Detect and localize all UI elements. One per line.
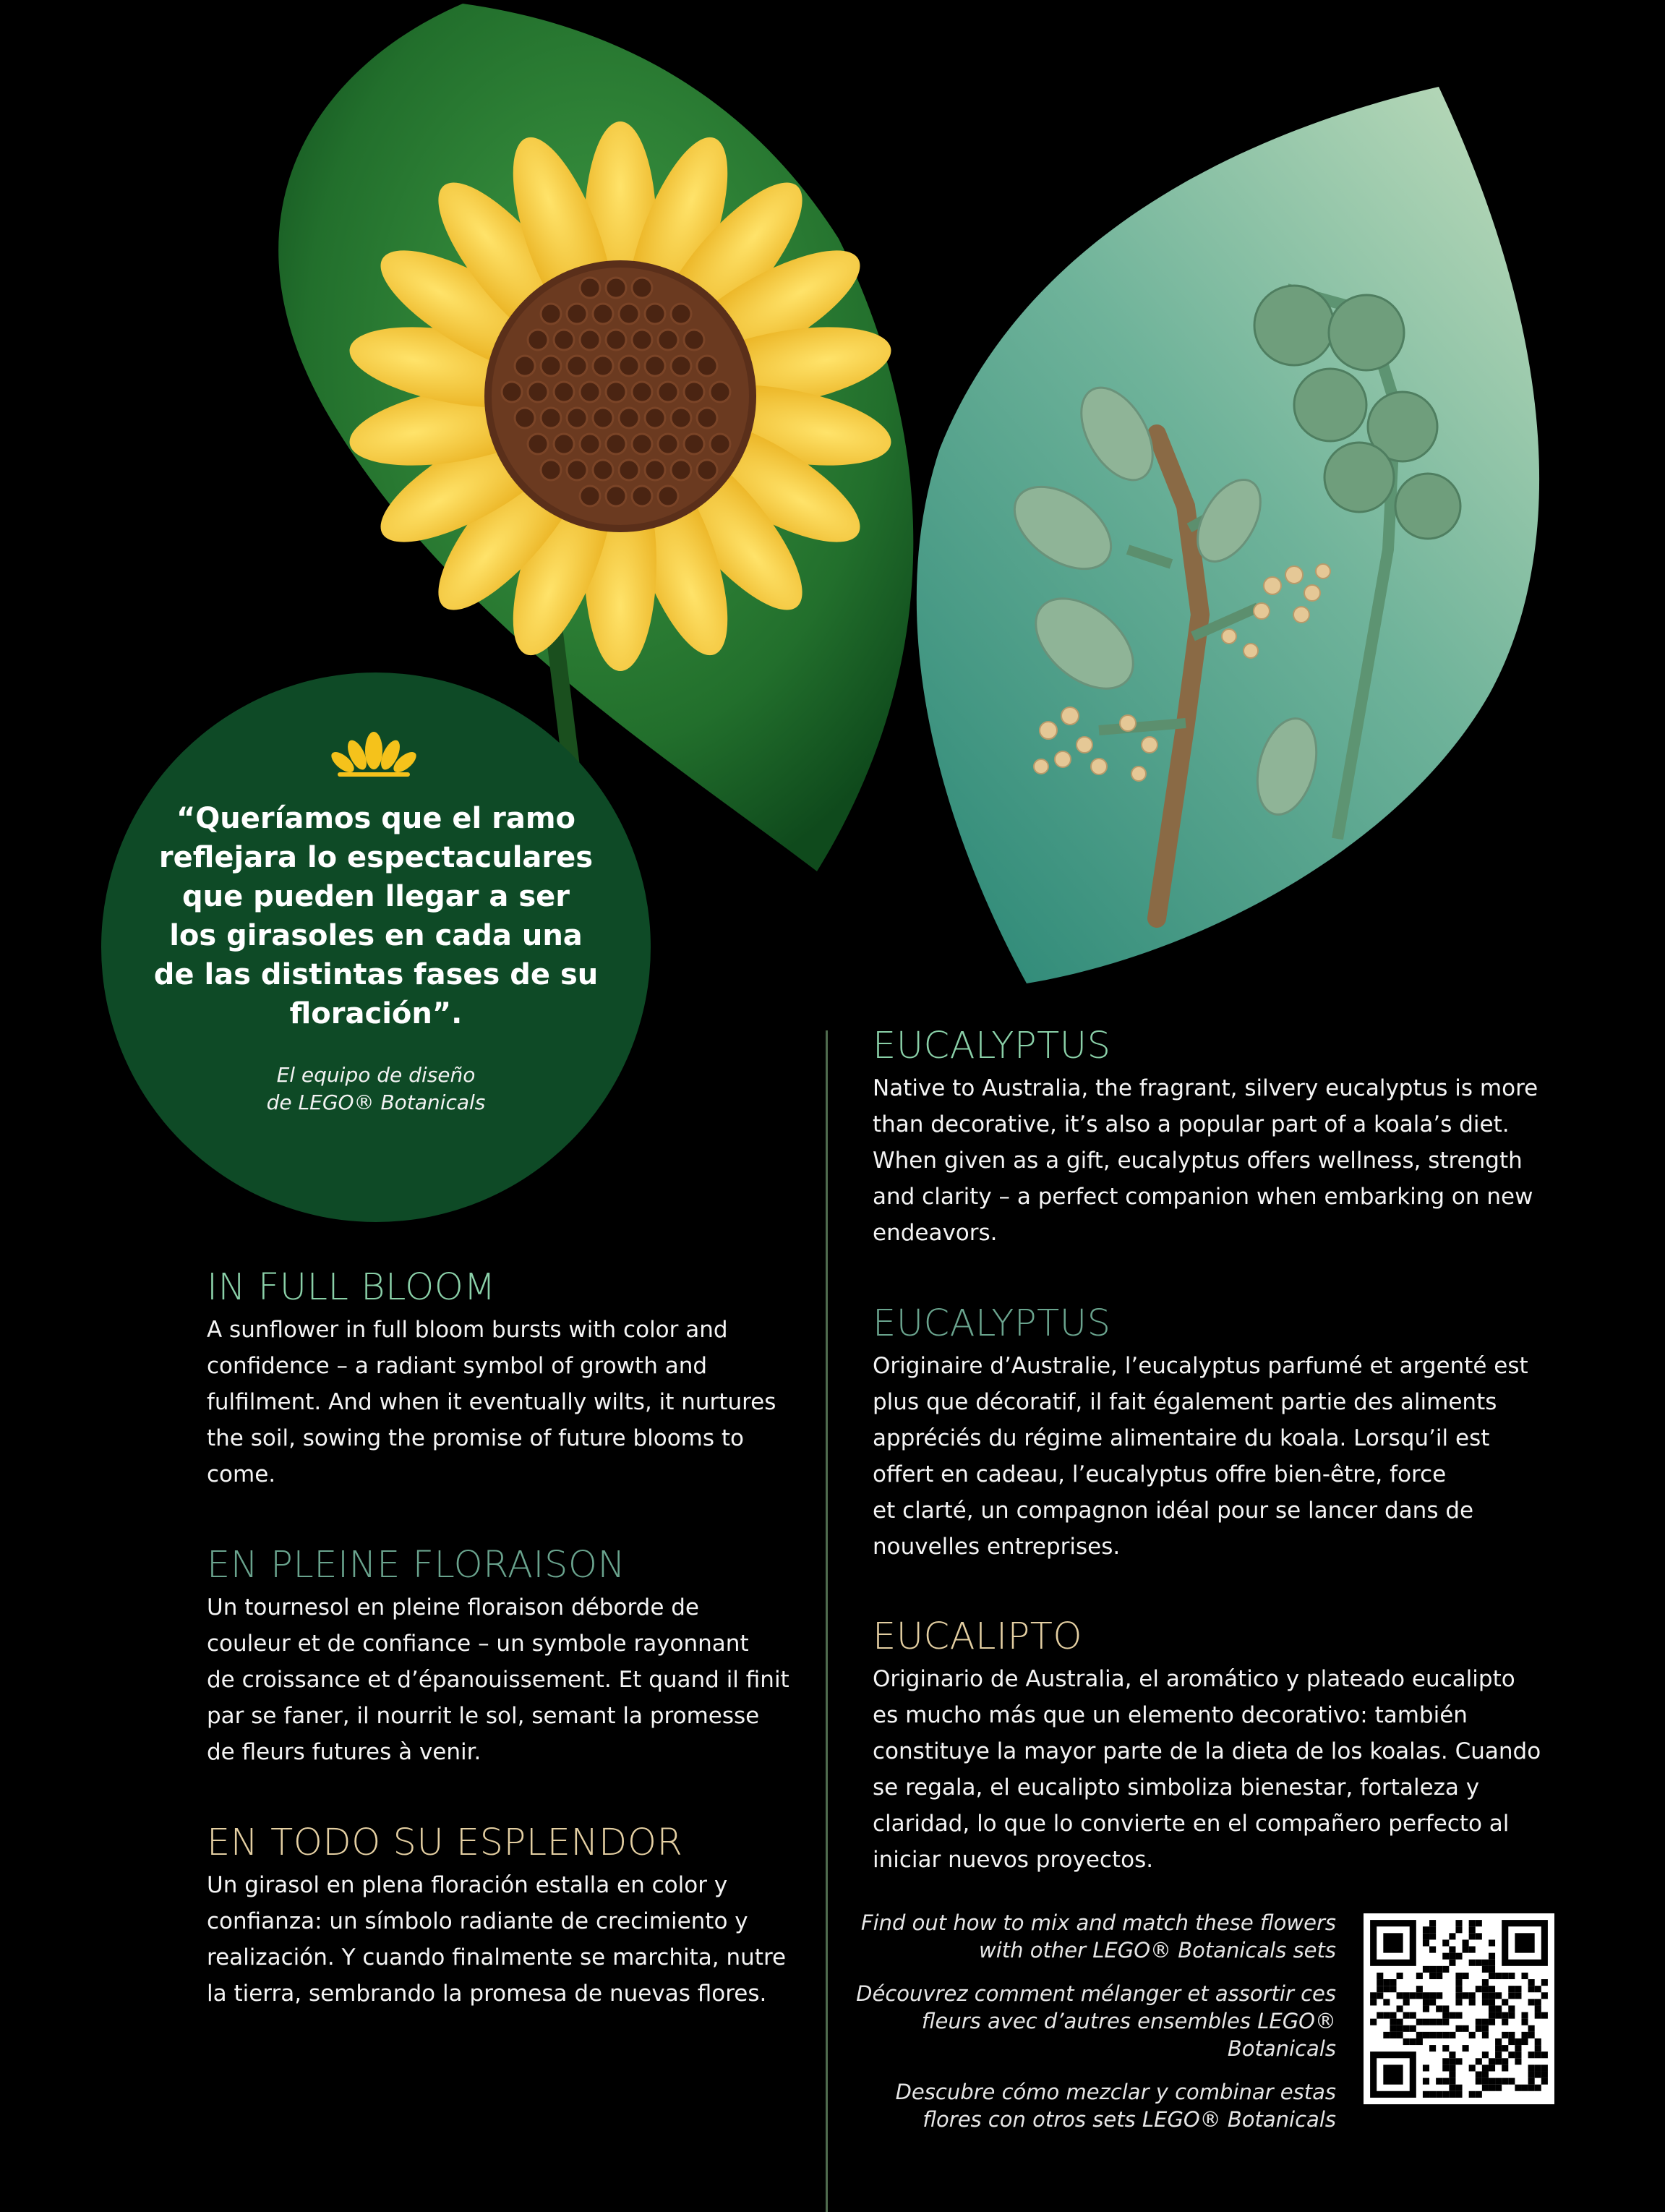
attribution-line: El equipo de diseño <box>276 1063 476 1087</box>
section-body <box>207 1589 807 1770</box>
body-line: When given as a gift, eucalyptus offers wellness, strength <box>873 1148 1523 1174</box>
body-line: nouvelles entreprises. <box>873 1534 1121 1560</box>
body-line: la tierra, sembrando la promesa de nuevas flores. <box>207 1981 767 2007</box>
quote-line: floración”. <box>289 997 463 1030</box>
qr-note-fr <box>810 1980 1336 2062</box>
body-line: the soil, sowing the promise of future blooms to <box>207 1425 745 1451</box>
qr-code-icon[interactable] <box>1364 1913 1554 2104</box>
quote-attribution <box>188 1062 564 1116</box>
body-line: couleur et de confiance – un symbole rayonnant <box>207 1631 749 1657</box>
body-line: par se faner, il nourrit le sol, semant la promesse <box>207 1703 760 1729</box>
body-line: et clarté, un compagnon idéal pour se lancer dans de <box>873 1498 1474 1524</box>
qr-note-en <box>810 1909 1336 1964</box>
quote-line: los girasoles en cada una <box>169 919 583 952</box>
note-line: flores con otros sets LEGO® Botanicals <box>923 2107 1336 2132</box>
quote-line: de las distintas fases de su <box>153 958 599 991</box>
body-line: de fleurs futures à venir. <box>207 1739 481 1765</box>
body-line: claridad, lo que lo convierte en el compañero perfecto al <box>873 1811 1510 1837</box>
section-title: EN PLEINE FLORAISON <box>207 1544 626 1587</box>
section-eucalipto-es <box>873 1615 1653 1878</box>
section-body <box>207 1867 807 2012</box>
body-line: realización. Y cuando finalmente se marchita, nutre <box>207 1944 787 1970</box>
section-eucalyptus-fr <box>873 1302 1653 1565</box>
body-line: than decorative, it’s also a popular part of a koala’s diet. <box>873 1111 1510 1137</box>
attribution-line: de LEGO® Botanicals <box>266 1090 486 1114</box>
body-line: iniciar nuevos proyectos. <box>873 1847 1154 1873</box>
note-line: with other LEGO® Botanicals sets <box>979 1938 1336 1963</box>
body-line: confianza: un símbolo radiante de crecimiento y <box>207 1908 748 1934</box>
quote-text <box>145 799 607 1033</box>
section-title: EUCALYPTUS <box>873 1025 1111 1067</box>
body-line: endeavors. <box>873 1220 998 1246</box>
quote-line: que pueden llegar a ser <box>182 880 570 913</box>
body-line: se regala, el eucalipto simboliza bienestar, fortaleza y <box>873 1775 1480 1801</box>
body-line: Un girasol en plena floración estalla en color y <box>207 1872 728 1898</box>
body-line: Native to Australia, the fragrant, silvery eucalyptus is more <box>873 1075 1538 1101</box>
body-line: and clarity – a perfect companion when embarking on new <box>873 1184 1533 1210</box>
body-line: come. <box>207 1461 276 1487</box>
quote-line: reflejara lo espectaculares <box>158 841 594 874</box>
note-line: fleurs avec d’autres ensembles LEGO® Botanicals <box>921 2009 1336 2061</box>
body-line: fulfilment. And when it eventually wilts, it nurtures <box>207 1389 776 1415</box>
body-line: constituye la mayor parte de la dieta de los koalas. Cuando <box>873 1738 1541 1764</box>
section-title: EUCALYPTUS <box>873 1302 1111 1345</box>
body-line: de croissance et d’épanouissement. Et quand il finit <box>207 1667 789 1693</box>
section-title: EUCALIPTO <box>873 1615 1083 1658</box>
body-line: Originario de Australia, el aromático y plateado eucalipto <box>873 1666 1515 1692</box>
section-en-pleine-floraison <box>207 1543 807 1770</box>
body-line: Originaire d’Australie, l’eucalyptus parfumé et argenté est <box>873 1353 1528 1379</box>
qr-notes <box>810 1909 1336 2149</box>
body-line: A sunflower in full bloom bursts with color and <box>207 1317 728 1343</box>
section-title: IN FULL BLOOM <box>207 1266 496 1309</box>
quote-line: “Queríamos que el ramo <box>176 802 576 835</box>
note-line: Find out how to mix and match these flowers <box>860 1910 1336 1935</box>
section-in-full-bloom <box>207 1265 807 1493</box>
body-line: confidence – a radiant symbol of growth and <box>207 1353 708 1379</box>
lotus-icon <box>327 730 421 781</box>
qr-code-graphic <box>1364 1913 1554 2104</box>
section-body <box>873 1348 1653 1565</box>
body-line: appréciés du régime alimentaire du koala. Lorsqu’il est <box>873 1425 1490 1451</box>
body-line: offert en cadeau, l’eucalyptus offre bien-être, force <box>873 1461 1447 1487</box>
body-line: plus que décoratif, il fait également partie des aliments <box>873 1389 1497 1415</box>
note-line: Découvrez comment mélanger et assortir ces <box>856 1981 1336 2006</box>
body-line: Un tournesol en pleine floraison déborde de <box>207 1594 700 1620</box>
qr-note-es <box>810 2078 1336 2133</box>
section-body <box>207 1312 807 1493</box>
section-eucalyptus-en <box>873 1024 1653 1251</box>
section-en-todo-su-esplendor <box>207 1821 807 2012</box>
section-body <box>873 1070 1653 1251</box>
section-title: EN TODO SU ESPLENDOR <box>207 1822 683 1864</box>
body-line: es mucho más que un elemento decorativo: también <box>873 1702 1468 1728</box>
note-line: Descubre cómo mezclar y combinar estas <box>895 2080 1336 2104</box>
section-body <box>873 1661 1653 1878</box>
